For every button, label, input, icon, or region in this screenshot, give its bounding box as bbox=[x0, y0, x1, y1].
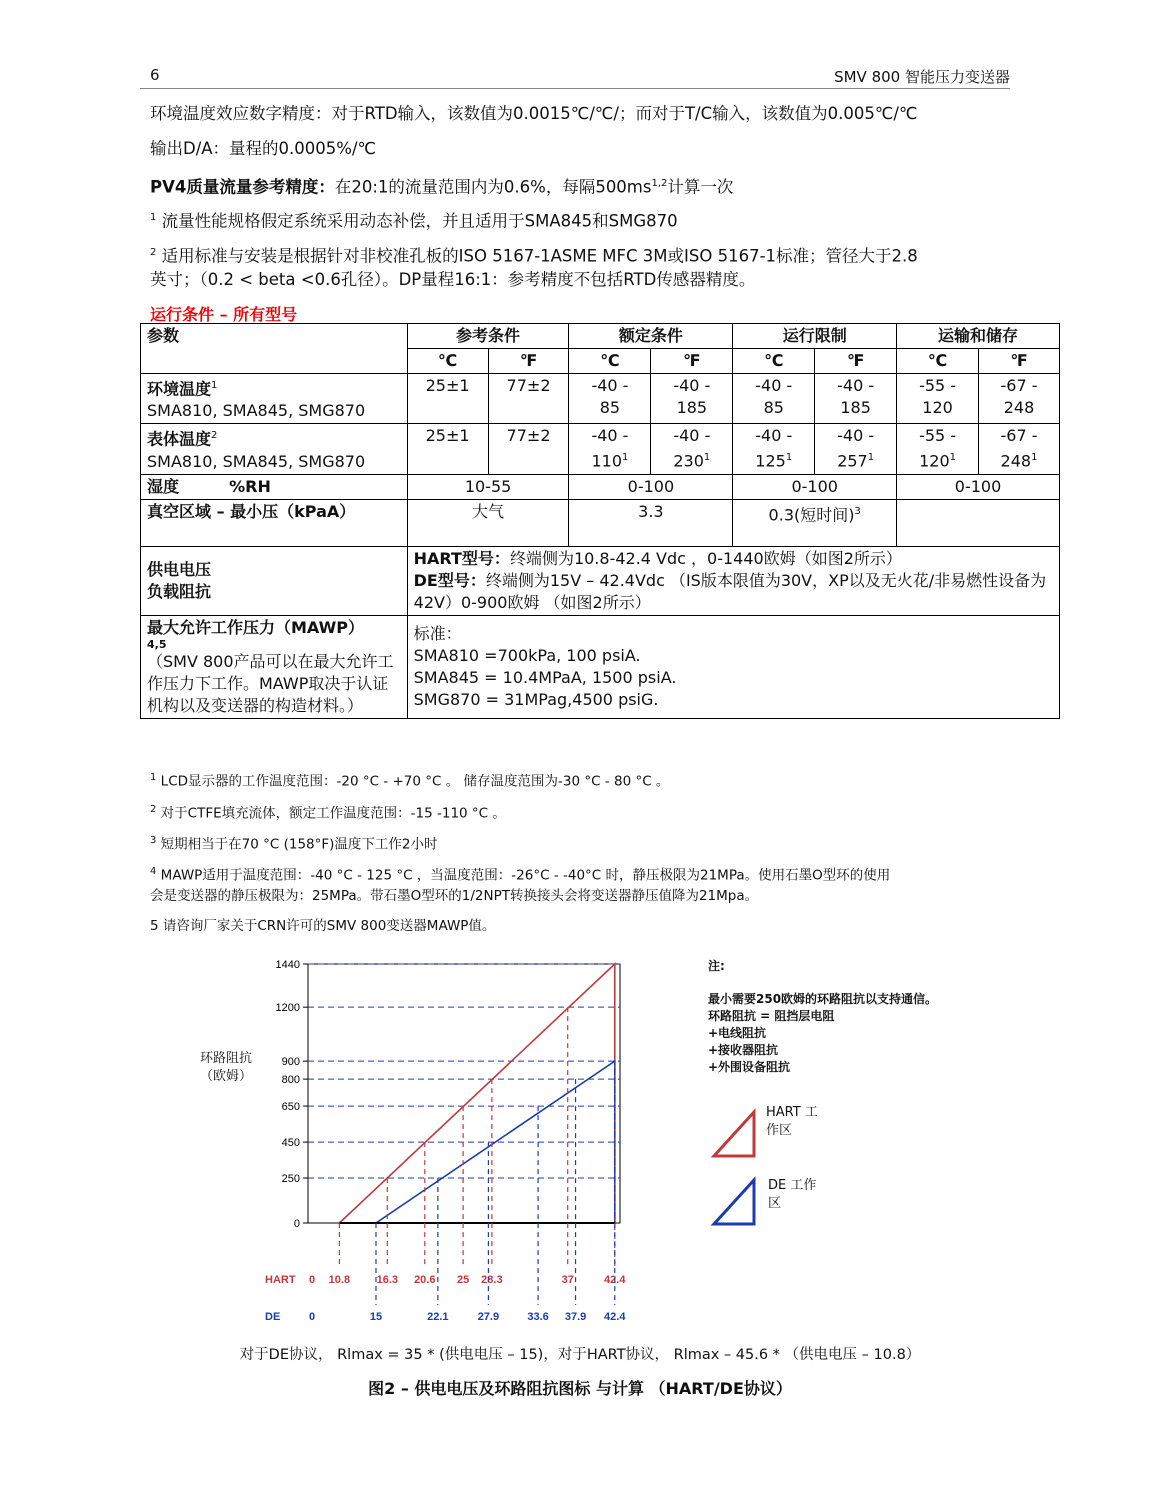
de-model-label: DE型号： bbox=[413, 570, 486, 590]
table-cell: 0-100 bbox=[733, 474, 897, 499]
unit-f: ℉ bbox=[651, 349, 733, 374]
legend-text: HART 工 bbox=[766, 1105, 818, 1120]
cell-value: 257 bbox=[837, 451, 868, 471]
de-row-label: DE bbox=[265, 1311, 281, 1323]
table-cell bbox=[407, 424, 488, 474]
cell-value: -40 - bbox=[591, 376, 629, 395]
row-sup: 4,5 bbox=[147, 637, 167, 651]
row-label-vacuum: 真空区域 – 最小压（kPaA） bbox=[141, 499, 408, 546]
note-line: +外围设备阻抗 bbox=[708, 1060, 791, 1074]
hart-x-tick-label: 10.8 bbox=[328, 1274, 351, 1286]
standard-label: 标准： bbox=[413, 623, 462, 643]
cell-value: 77±2 bbox=[506, 376, 551, 395]
row-label-humidity: 湿度 %RH bbox=[141, 474, 408, 499]
cell-sup: 1 bbox=[785, 452, 793, 464]
hart-legend-triangle bbox=[714, 1112, 754, 1156]
cell-value: 85 bbox=[599, 398, 621, 417]
table-row bbox=[141, 499, 1060, 546]
unit-c: ℃ bbox=[733, 349, 815, 374]
y-tick-label: 250 bbox=[281, 1173, 300, 1186]
ylabel-line: 环路阻抗 bbox=[200, 1051, 253, 1066]
page-number: 6 bbox=[150, 66, 160, 84]
hart-x-tick-label: 25 bbox=[457, 1274, 470, 1286]
table-cell bbox=[488, 424, 569, 474]
row-label: 表体温度 bbox=[147, 429, 212, 449]
footnote-3 bbox=[150, 831, 438, 855]
cell-sup: 3 bbox=[854, 505, 861, 517]
unit-c: ℃ bbox=[897, 349, 979, 374]
pv4-paragraph bbox=[150, 172, 733, 199]
footnote-mark: 3 bbox=[150, 835, 157, 846]
cell-value: -40 - bbox=[755, 376, 793, 395]
pv4-tail: 计算一次 bbox=[667, 177, 734, 197]
table-cell bbox=[897, 374, 979, 424]
footnote-text: 对于CTFE填充流体，额定工作温度范围：-15 -110 °C 。 bbox=[160, 805, 506, 822]
de-x-tick-label: 42.4 bbox=[604, 1311, 626, 1323]
temp-effect-paragraph: 环境温度效应数字精度：对于RTD输入，该数值为0.0015℃/℃/；而对于T/C输入，该数值为0.005℃/℃ bbox=[150, 104, 918, 123]
table-cell bbox=[733, 424, 815, 474]
legend-hart-label bbox=[766, 1104, 818, 1140]
cell-value: 110 bbox=[591, 451, 623, 471]
cell-value: 185 bbox=[676, 398, 708, 417]
cell-value: -40 - bbox=[673, 426, 711, 446]
pv4-text: 在20:1的流量范围内为0.6%，每隔500ms bbox=[334, 177, 652, 197]
footnote-text: 适用标准与安装是根据针对非校准孔板的ISO 5167-1ASME MFC 3M或ISO 5167-1标准；管径大于2.8 bbox=[161, 246, 918, 266]
cell-sup: 1 bbox=[703, 452, 711, 464]
footnote-text: MAWP适用于温度范围：-40 °C - 125 °C ，当温度范围：-26°C - -40°C 时，静压极限为21MPa。使用石墨O型环的使用 bbox=[160, 867, 891, 884]
note-line: 环路阻抗 = 阻挡层电阻 bbox=[708, 1009, 835, 1023]
row-label: 负载阻抗 bbox=[147, 581, 212, 601]
de-legend-triangle bbox=[714, 1180, 754, 1224]
cell-value: -40 - bbox=[673, 376, 711, 395]
footnote-mark: 1 bbox=[150, 772, 157, 783]
y-tick-label: 1200 bbox=[275, 1002, 300, 1015]
row-sup: 2 bbox=[211, 430, 218, 442]
hart-model-text: 终端侧为10.8-42.4 Vdc ，0-1440欧姆（如图2所示） bbox=[509, 548, 902, 568]
output-da-paragraph: 输出D/A：量程的0.0005%/℃ bbox=[150, 139, 377, 158]
cell-value: 77±2 bbox=[506, 426, 551, 446]
row-sup: 1 bbox=[211, 380, 218, 391]
cell-value: -55 - bbox=[919, 426, 957, 446]
table-cell bbox=[651, 424, 733, 474]
row-label: 环境温度 bbox=[147, 379, 212, 399]
cell-value: -67 - bbox=[1000, 376, 1038, 395]
hart-row-label: HART bbox=[265, 1274, 296, 1286]
hart-x-tick-label: 37 bbox=[561, 1274, 574, 1286]
table-cell bbox=[488, 374, 569, 424]
note-line: 最小需要250欧姆的环路阻抗以支持通信。 bbox=[708, 992, 938, 1006]
table-cell: 3.3 bbox=[569, 499, 733, 546]
table-cell bbox=[569, 374, 651, 424]
y-tick-label: 800 bbox=[281, 1074, 300, 1087]
hart-x-tick-label: 42.4 bbox=[604, 1274, 626, 1286]
hart-series-line bbox=[339, 964, 614, 1223]
supply-cell bbox=[407, 546, 1059, 615]
de-x-tick-label: 15 bbox=[369, 1311, 383, 1323]
table-header-row bbox=[141, 324, 1060, 349]
hart-model-label: HART型号： bbox=[413, 548, 510, 568]
de-x-tick-label: 37.9 bbox=[564, 1311, 587, 1323]
y-tick-label: 1440 bbox=[275, 959, 300, 971]
cell-sup: 1 bbox=[1031, 452, 1038, 464]
footnote-text: LCD显示器的工作温度范围：-20 °C - +70 °C 。 储存温度范围为-30 °C - 80 °C 。 bbox=[160, 773, 670, 790]
chart-ylabel bbox=[200, 1050, 252, 1086]
table-cell bbox=[979, 424, 1060, 474]
y-tick-label: 0 bbox=[293, 1218, 300, 1230]
row-models: SMA810, SMA845, SMG870 bbox=[147, 451, 366, 471]
document-title: SMV 800 智能压力变送器 bbox=[834, 68, 1010, 86]
table-cell bbox=[407, 374, 488, 424]
table-row bbox=[141, 424, 1060, 474]
row-models: SMA810, SMA845, SMG870 bbox=[147, 401, 366, 421]
cell-sup: 1 bbox=[949, 452, 957, 464]
cell-value: -40 - bbox=[837, 426, 875, 446]
table-cell bbox=[897, 499, 1060, 546]
header-rated: 额定条件 bbox=[569, 324, 733, 349]
footnote-mark: 1 bbox=[150, 212, 157, 223]
de-x-tick-label: 22.1 bbox=[427, 1311, 449, 1323]
unit-f: ℉ bbox=[979, 349, 1060, 374]
y-tick-label: 900 bbox=[281, 1056, 300, 1069]
footnote-mark: 2 bbox=[150, 804, 157, 815]
legend-text: DE 工作 bbox=[768, 1178, 817, 1193]
footnote-2 bbox=[150, 800, 506, 824]
footnote-4 bbox=[150, 862, 890, 906]
header-storage: 运输和储存 bbox=[897, 324, 1060, 349]
footnote-1 bbox=[150, 768, 669, 792]
figure-title: 图2 – 供电电压及环路阻抗图标 与计算 （HART/DE协议） bbox=[368, 1379, 792, 1398]
footnote-text: 流量性能规格假定系统采用动态补偿，并且适用于SMA845和SMG870 bbox=[161, 211, 678, 231]
flow-footnote-1 bbox=[150, 206, 678, 233]
cell-value: -67 - bbox=[1000, 426, 1038, 446]
de-x-tick-label: 27.9 bbox=[477, 1311, 500, 1323]
cell-value: 185 bbox=[840, 398, 871, 417]
legend-swatches bbox=[710, 1100, 770, 1230]
mawp-cell bbox=[407, 615, 1059, 718]
row-label-mawp bbox=[141, 615, 408, 718]
table-row bbox=[141, 546, 1060, 615]
footnote-text: 会是变送器的静压极限为：25MPa。带石墨O型环的1/2NPT转换接头会将变送器静压值降为21Mpa。 bbox=[150, 887, 759, 904]
hart-x-tick-label: 20.6 bbox=[414, 1274, 436, 1286]
footnote-text: 短期相当于在70 °C (158°F)温度下工作2小时 bbox=[160, 836, 438, 853]
row-label-ambient bbox=[141, 374, 408, 424]
cell-value: 0.3(短时间) bbox=[768, 504, 855, 524]
table-cell bbox=[897, 424, 979, 474]
de-x-tick-label: 33.6 bbox=[527, 1311, 549, 1323]
unit-c: ℃ bbox=[569, 349, 651, 374]
table-cell: 10-55 bbox=[407, 474, 569, 499]
row-label-body bbox=[141, 424, 408, 474]
table-cell: 0-100 bbox=[897, 474, 1060, 499]
cell-value: 248 bbox=[1003, 398, 1035, 417]
y-tick-label: 650 bbox=[281, 1101, 300, 1114]
cell-value: 120 bbox=[919, 451, 950, 471]
footnote-5: 5 请咨询厂家关于CRN许可的SMV 800变送器MAWP值。 bbox=[150, 918, 496, 934]
header-operating: 运行限制 bbox=[733, 324, 897, 349]
row-note: （SMV 800产品可以在最大允许工作压力下工作。MAWP取决于认证机构以及变送器的构造材料。） bbox=[147, 651, 394, 715]
footnote-text: 英寸；（0.2 < beta <0.6孔径）。DP量程16:1：参考精度不包括RTD传感器精度。 bbox=[150, 269, 756, 289]
row-label-supply bbox=[141, 546, 408, 615]
hart-x-tick-label: 16.3 bbox=[376, 1274, 399, 1286]
footnote-mark: 2 bbox=[150, 247, 157, 258]
table-cell bbox=[815, 374, 897, 424]
cell-value: -55 - bbox=[919, 376, 957, 395]
table-cell bbox=[979, 374, 1060, 424]
unit-c: ℃ bbox=[407, 349, 488, 374]
header-reference: 参考条件 bbox=[407, 324, 569, 349]
pv4-sup: 1,2 bbox=[651, 178, 668, 189]
row-label: 供电电压 bbox=[147, 559, 212, 579]
cell-value: 120 bbox=[922, 398, 953, 417]
unit-f: ℉ bbox=[488, 349, 569, 374]
figure-formula: 对于DE协议， Rlmax = 35 * (供电电压 – 15)，对于HART协议， Rlmax – 45.6 * （供电电压 – 10.8） bbox=[239, 1347, 921, 1363]
mawp-line: SMA810 =700kPa, 100 psiA. bbox=[413, 645, 641, 665]
hart-row-zero: 0 bbox=[309, 1274, 316, 1286]
table-row bbox=[141, 374, 1060, 424]
table-row bbox=[141, 474, 1060, 499]
cell-value: 25±1 bbox=[425, 376, 470, 395]
operating-conditions-table bbox=[140, 323, 1060, 719]
section-title: 运行条件 – 所有型号 bbox=[150, 305, 298, 324]
header-param: 参数 bbox=[141, 324, 408, 374]
cell-value: -40 - bbox=[837, 376, 875, 395]
mawp-line: SMA845 = 10.4MPaA, 1500 psiA. bbox=[413, 667, 677, 687]
header-divider bbox=[140, 88, 1010, 89]
y-tick-label: 450 bbox=[281, 1137, 300, 1150]
table-cell: 大气 bbox=[407, 499, 569, 546]
cell-value: 248 bbox=[1000, 451, 1032, 471]
cell-value: -40 - bbox=[755, 426, 793, 446]
row-label: 最大允许工作压力（MAWP） bbox=[147, 617, 364, 637]
legend-de-label bbox=[768, 1177, 816, 1213]
supply-voltage-chart bbox=[190, 950, 650, 1330]
notes-title: 注: bbox=[708, 959, 725, 973]
cell-value: -40 - bbox=[591, 426, 629, 446]
table-cell bbox=[651, 374, 733, 424]
flow-footnote-2 bbox=[150, 241, 918, 291]
cell-sup: 1 bbox=[867, 452, 875, 464]
legend-text: 作区 bbox=[766, 1123, 793, 1138]
table-cell bbox=[569, 424, 651, 474]
footnote-mark: 4 bbox=[150, 866, 157, 877]
note-line: +电线阻抗 bbox=[708, 1026, 767, 1040]
mawp-line: SMG870 = 31MPag,4500 psiG. bbox=[413, 689, 659, 709]
cell-value: 230 bbox=[673, 451, 704, 471]
cell-value: 125 bbox=[755, 451, 786, 471]
hart-x-tick-label: 28.3 bbox=[481, 1274, 503, 1286]
cell-sup: 1 bbox=[622, 452, 629, 464]
pv4-label: PV4质量流量参考精度： bbox=[150, 177, 335, 197]
de-model-text: 终端侧为15V – 42.4Vdc （IS版本限值为30V，XP以及无火花/非易燃性设备为42V）0-900欧姆 （如图2所示） bbox=[413, 570, 1047, 612]
unit-f: ℉ bbox=[815, 349, 897, 374]
ylabel-line: （欧姆） bbox=[200, 1069, 253, 1084]
chart-plot bbox=[265, 959, 626, 1323]
chart-notes bbox=[708, 958, 937, 1076]
legend-text: 区 bbox=[768, 1196, 782, 1211]
note-line: +接收器阻抗 bbox=[708, 1043, 779, 1057]
cell-value: 85 bbox=[763, 398, 784, 417]
table-cell: 0-100 bbox=[569, 474, 733, 499]
table-cell bbox=[733, 374, 815, 424]
table-row bbox=[141, 615, 1060, 718]
table-cell bbox=[733, 499, 897, 546]
table-cell bbox=[815, 424, 897, 474]
de-row-zero: 0 bbox=[309, 1311, 316, 1323]
cell-value: 25±1 bbox=[425, 426, 470, 446]
